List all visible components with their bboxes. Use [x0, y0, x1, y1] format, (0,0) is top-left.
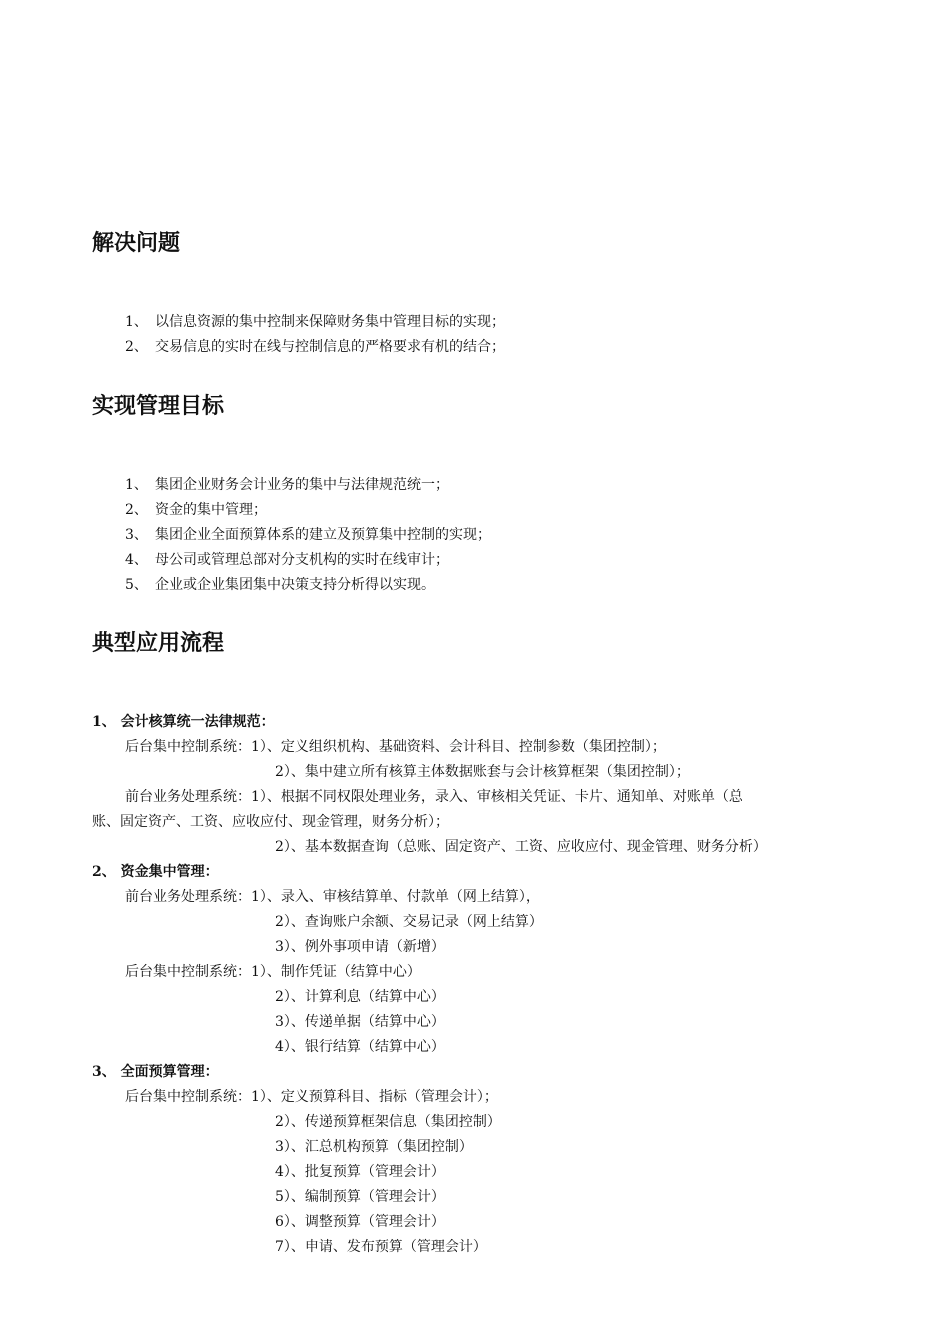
- flow-line: 账、固定资产、工资、应收应付、现金管理，财务分析）；: [92, 814, 449, 830]
- flow-line: 2）、集中建立所有核算主体数据账套与会计核算框架（集团控制）；: [275, 764, 690, 780]
- list-item: 1、 以信息资源的集中控制来保障财务集中管理目标的实现；: [125, 314, 505, 330]
- flow-heading-budget: 3、 全面预算管理：: [92, 1064, 219, 1080]
- flow-line: 2）、计算利息（结算中心）: [275, 989, 445, 1005]
- flow-line: 前台业务处理系统：1）、录入、审核结算单、付款单（网上结算），: [125, 889, 540, 905]
- list-item: 3、 集团企业全面预算体系的建立及预算集中控制的实现；: [125, 527, 491, 543]
- section-title-goals: 实现管理目标: [92, 394, 225, 419]
- list-item: 1、 集团企业财务会计业务的集中与法律规范统一；: [125, 477, 449, 493]
- flow-heading-accounting: 1、 会计核算统一法律规范：: [92, 714, 275, 730]
- flow-line: 7）、申请、发布预算（管理会计）: [275, 1239, 487, 1255]
- section-title-problems: 解决问题: [92, 231, 181, 256]
- flow-line: 后台集中控制系统：1）、定义组织机构、基础资料、会计科目、控制参数（集团控制）；: [125, 739, 666, 755]
- flow-line: 后台集中控制系统：1）、制作凭证（结算中心）: [125, 964, 421, 980]
- flow-line: 3）、传递单据（结算中心）: [275, 1014, 445, 1030]
- flow-line: 前台业务处理系统：1）、根据不同权限处理业务，录入、审核相关凭证、卡片、通知单、对账单（总: [125, 789, 743, 805]
- list-item: 2、 资金的集中管理；: [125, 502, 267, 518]
- flow-line: 2）、查询账户余额、交易记录（网上结算）: [275, 914, 543, 930]
- flow-line: 2）、传递预算框架信息（集团控制）: [275, 1114, 501, 1130]
- list-item: 5、 企业或企业集团集中决策支持分析得以实现。: [125, 577, 435, 593]
- flow-line: 3）、汇总机构预算（集团控制）: [275, 1139, 473, 1155]
- flow-heading-funds: 2、 资金集中管理：: [92, 864, 219, 880]
- flow-line: 2）、基本数据查询（总账、固定资产、工资、应收应付、现金管理、财务分析）: [275, 839, 767, 855]
- list-item: 2、 交易信息的实时在线与控制信息的严格要求有机的结合；: [125, 339, 505, 355]
- flow-line: 4）、批复预算（管理会计）: [275, 1164, 445, 1180]
- flow-line: 5）、编制预算（管理会计）: [275, 1189, 445, 1205]
- flow-line: 后台集中控制系统：1）、定义预算科目、指标（管理会计）；: [125, 1089, 498, 1105]
- section-title-flows: 典型应用流程: [92, 631, 225, 656]
- list-item: 4、 母公司或管理总部对分支机构的实时在线审计；: [125, 552, 449, 568]
- flow-line: 6）、调整预算（管理会计）: [275, 1214, 445, 1230]
- flow-line: 4）、银行结算（结算中心）: [275, 1039, 445, 1055]
- flow-line: 3）、例外事项申请（新增）: [275, 939, 445, 955]
